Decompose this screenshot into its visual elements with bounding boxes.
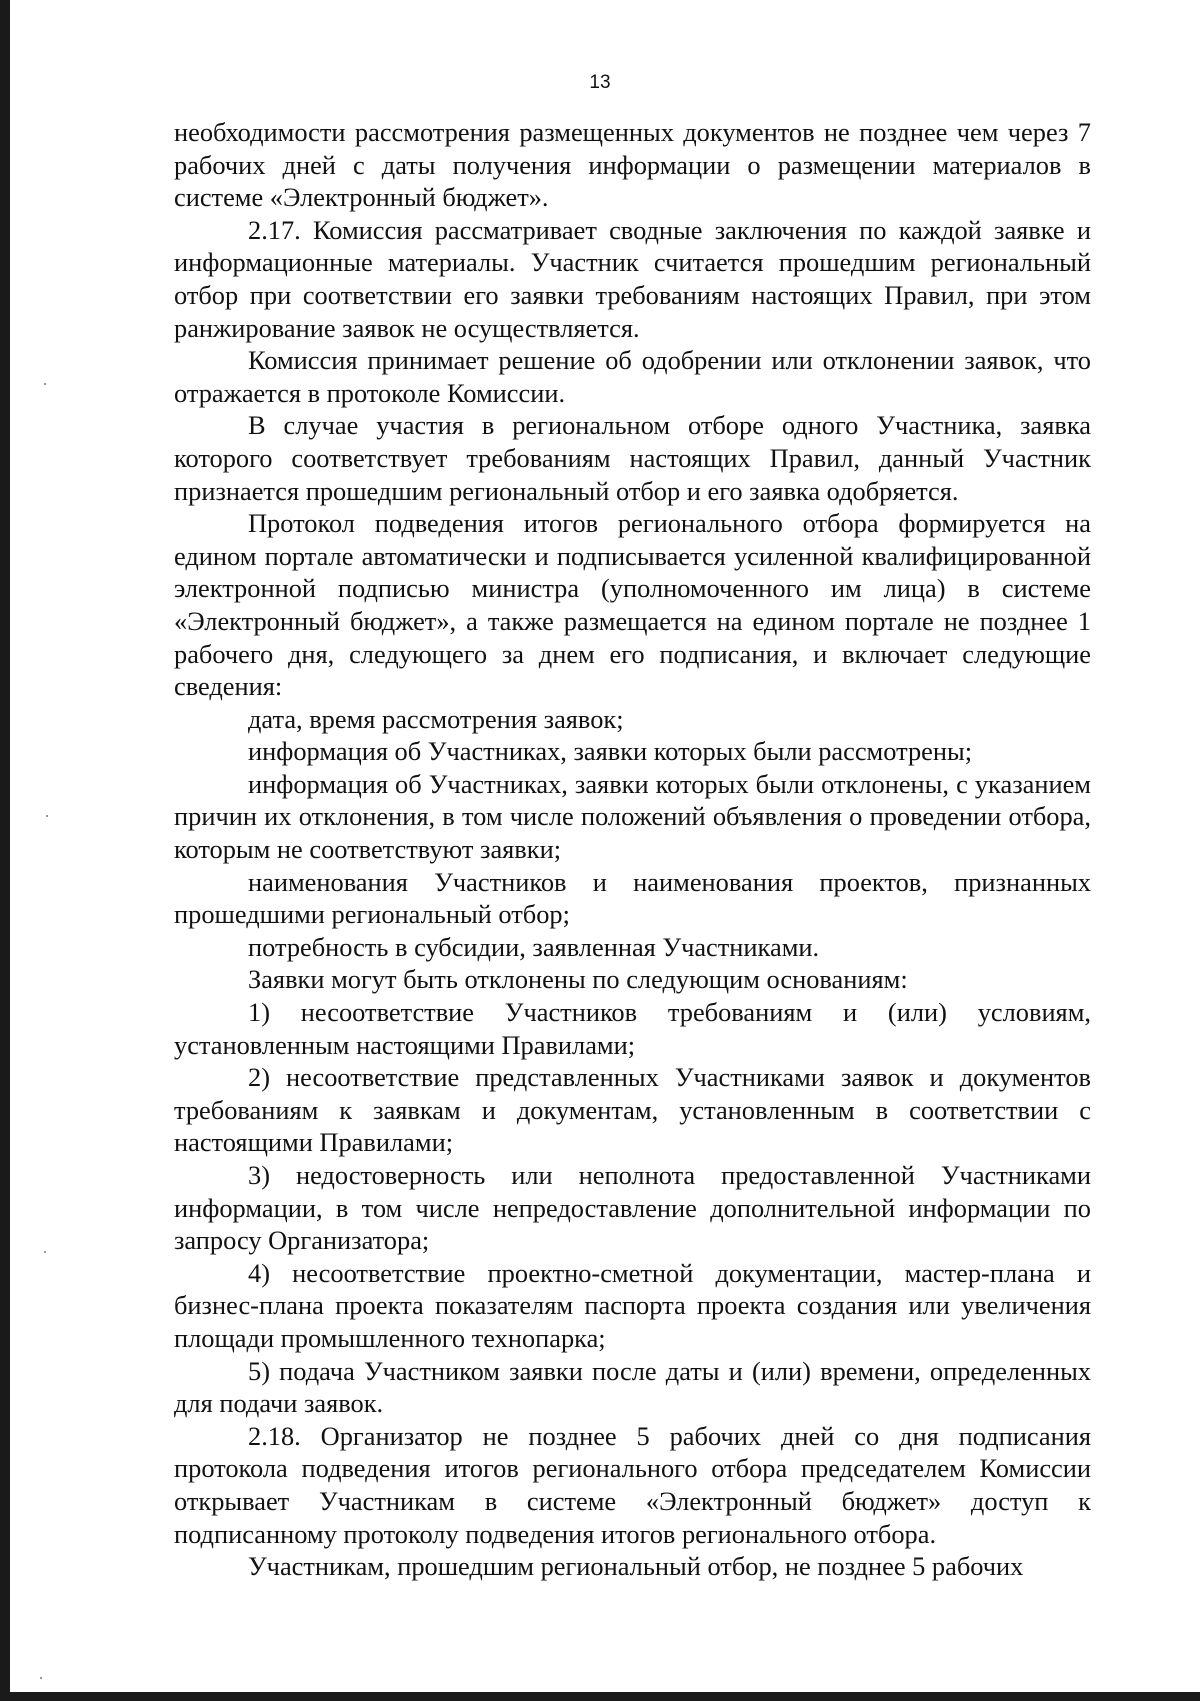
paragraph-commission-decision: Комиссия принимает решение об одобрении или отклонении заявок, что отражается в протоколе Комиссии.	[174, 345, 1091, 408]
scan-edge-left	[0, 0, 10, 1701]
ground-item-2: 2) несоответствие представленных Участниками заявок и документов требованиям к заявкам и документам, установленным в соответствии с настоящими Правилами;	[174, 1062, 1091, 1158]
list-item-rejected: информация об Участниках, заявки которых были отклонены, с указанием причин их отклонения, в том числе положений объявления о проведении отбора, которым не соответствуют заявки;	[174, 768, 1091, 865]
scan-speck	[44, 383, 46, 385]
paragraph-continuation: необходимости рассмотрения размещенных документов не позднее чем через 7 рабочих дней с даты получения информации о размещении материалов в системе «Электронный бюджет».	[174, 117, 1091, 213]
scan-speck	[40, 1677, 42, 1679]
list-item-date-time: дата, время рассмотрения заявок;	[248, 703, 624, 734]
ground-item-5: 5) подача Участником заявки после даты и (или) времени, определенных для подачи заявок.	[174, 1355, 1091, 1419]
list-item-reviewed: информация об Участниках, заявки которых были рассмотрены;	[248, 736, 973, 767]
paragraph-protocol: Протокол подведения итогов регионального отбора формируется на едином портале автоматически и подписывается усиленной квалифицированной электронной подписью министра (уполномоченного им лица) в системе «Электронный бюджет», а также размещается на едином портале не позднее 1 рабочего дня, следующего за днем его подписания, и включает следующие сведения:	[174, 508, 1091, 702]
scan-edge-bottom	[0, 1692, 1200, 1701]
scan-speck	[44, 1251, 46, 1253]
paragraph-rejection-grounds: Заявки могут быть отклонены по следующим основаниям:	[248, 964, 908, 995]
paragraph-single-participant: В случае участия в региональном отборе одного Участника, заявка которого соответствует требованиям настоящих Правил, данный Участник признается прошедшим региональный отбор и его заявка одобряется.	[174, 410, 1091, 506]
document-body	[174, 116, 1091, 1583]
page-number: 13	[589, 72, 611, 93]
scan-speck	[46, 815, 48, 817]
paragraph-clause-2-17: 2.17. Комиссия рассматривает сводные заключения по каждой заявке и информационные материалы. Участник считается прошедшим региональный отбор при соответствии его заявки требованиям настоящих Правил, при этом ранжирование заявок не осуществляется.	[174, 214, 1091, 343]
ground-item-1: 1) несоответствие Участников требованиям и (или) условиям, установленным настоящими Правилами;	[174, 997, 1091, 1060]
ground-item-4: 4) несоответствие проектно-сметной документации, мастер-плана и бизнес-плана проекта показателям паспорта проекта создания или увеличения площади промышленного технопарка;	[174, 1257, 1091, 1353]
paragraph-clause-2-18: 2.18. Организатор не позднее 5 рабочих дней со дня подписания протокола подведения итогов регионального отбора председателем Комиссии открывает Участникам в системе «Электронный бюджет» доступ к подписанному протоколу подведения итогов регионального отбора.	[174, 1420, 1091, 1549]
paragraph-continues-next-page: Участникам, прошедшим региональный отбор, не позднее 5 рабочих	[248, 1551, 1024, 1582]
list-item-names: наименования Участников и наименования проектов, признанных прошедшими региональный отбор;	[174, 866, 1091, 930]
ground-item-3: 3) недостоверность или неполнота предоставленной Участниками информации, в том числе непредоставление дополнительной информации по запросу Организатора;	[174, 1160, 1091, 1256]
list-item-subsidy-need: потребность в субсидии, заявленная Участниками.	[248, 931, 820, 962]
